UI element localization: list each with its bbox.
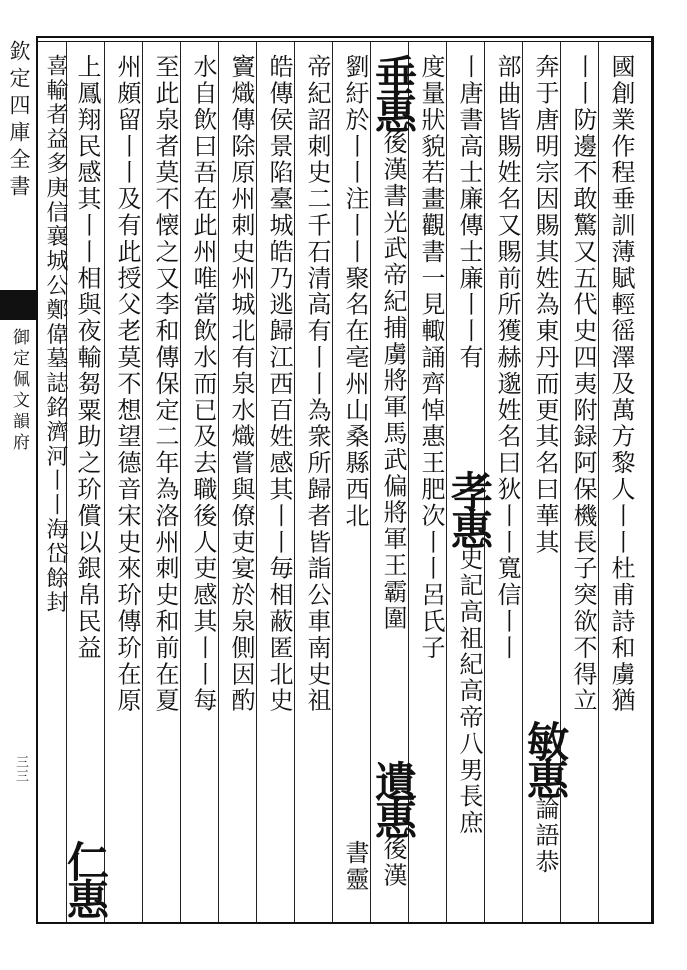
headword: 遺惠 xyxy=(369,760,418,836)
text-column: 丨丨防邊不敢驚又五代史四夷附録阿保機長子突欲不得立 xyxy=(569,54,597,714)
text-column: 丨唐書高士廉傳士廉丨丨有 xyxy=(455,54,483,371)
headword-column xyxy=(521,720,570,920)
text-column-overlay xyxy=(70,54,106,916)
headword-column xyxy=(369,760,418,910)
text-column: 皓傳侯景陷臺城皓乃逃歸江西百姓感其丨丨毎相蔽匿北史 xyxy=(265,54,293,714)
margin-black-band xyxy=(0,290,36,320)
page-number: 三三 xyxy=(13,755,28,783)
frame-left-rule xyxy=(36,36,38,924)
frame-top-rule xyxy=(36,36,654,38)
column-text: 論語恭 xyxy=(531,796,559,876)
headword: 敏惠 xyxy=(521,720,570,796)
text-column: 部曲皆賜姓名又賜前所獲赫邈姓名曰狄丨丨寬信丨丨 xyxy=(493,54,521,662)
text-column: 上鳳翔民感其丨丨相與夜輸芻粟助之玠償以銀帛民益 xyxy=(73,54,101,662)
headword: 孝惠 xyxy=(445,470,494,546)
text-column: 州頗留丨丨及有此授父老莫不想望德音宋史來玠傳玠在原 xyxy=(113,54,141,714)
text-column: 水自飲曰吾在此州唯當飲水而已及去職後人吏感其丨丨每 xyxy=(189,54,217,714)
text-column: 國創業作程垂訓薄賦輕徭澤及萬方黎人丨丨杜甫詩和虜猶 xyxy=(607,54,635,714)
text-column: 至此泉者莫不懐之又李和傳保定二年為洛州刺史和前在夏 xyxy=(151,54,179,714)
text-column: 竇熾傳除原州刺史州城北有泉水熾嘗與僚吏宴於泉側因酌 xyxy=(227,54,255,714)
volume-title: 御定佩文韻府 xyxy=(9,328,29,454)
headword-column xyxy=(445,470,494,910)
headword: 仁惠 xyxy=(61,840,110,916)
text-column: 喜輸者益多庚信襄城公鄭偉墓誌銘濟河丨丨海岱餘封 xyxy=(43,54,68,616)
column-text: 奔于唐明宗因賜其姓為東丹而更其名曰華其 xyxy=(531,54,559,556)
book-title: 欽定四庫全書 xyxy=(7,40,31,202)
text-column: 度量狀貌若畫觀書一見輙誦齊悼惠王肥次丨丨呂氏子 xyxy=(417,54,445,662)
column-text: 後漢 xyxy=(379,836,407,889)
headword: 垂惠 xyxy=(369,54,418,130)
column-text: 史記高祖紀高帝八男長庶 xyxy=(455,546,483,837)
column-text: 後漢書光武帝紀捕虜將軍馬武偏將軍王霸圍 xyxy=(379,130,407,632)
text-column: 書靈 xyxy=(341,840,369,893)
text-column: 劉紆於丨丨注丨丨聚名在亳州山桑縣西北 xyxy=(341,54,369,530)
text-column: 帝紀詔刺史二千石清高有丨丨為衆所歸者皆詣公車南史祖 xyxy=(303,54,331,714)
frame-top-inner-rule xyxy=(36,41,654,42)
frame-bottom-rule xyxy=(36,922,654,924)
frame-right-rule xyxy=(651,36,654,924)
headword-column xyxy=(60,840,110,920)
